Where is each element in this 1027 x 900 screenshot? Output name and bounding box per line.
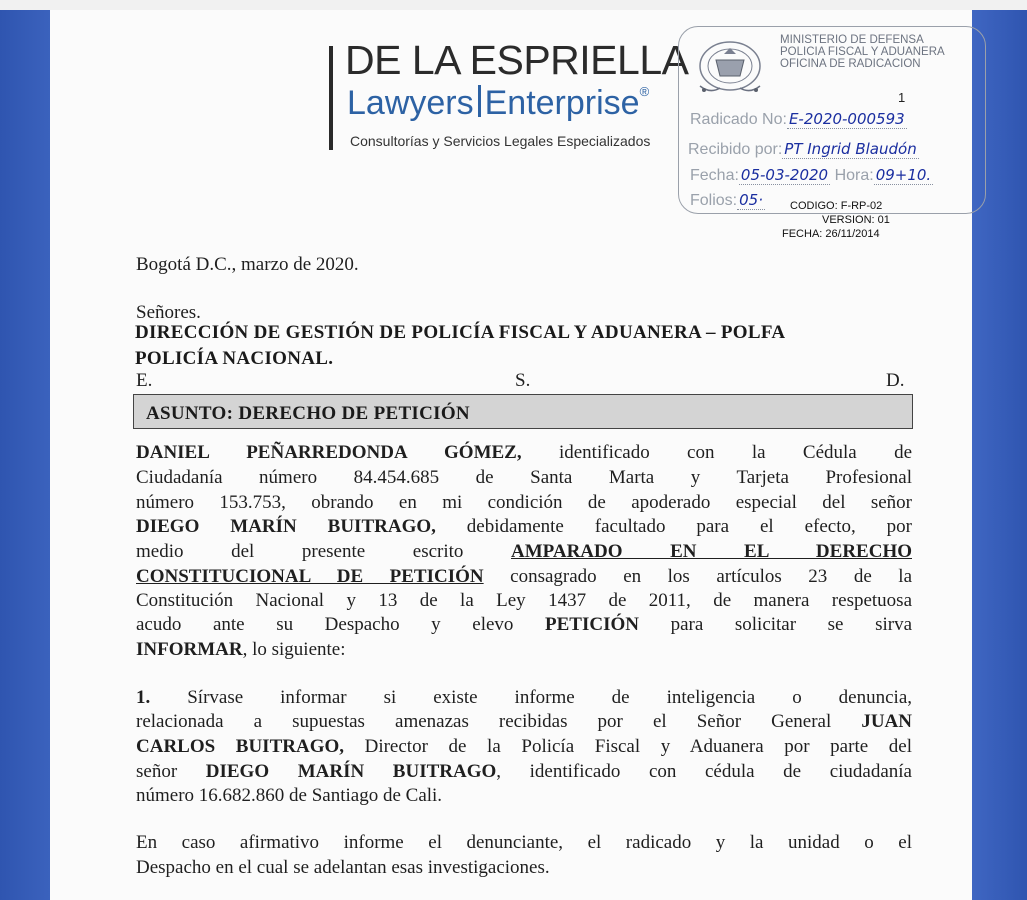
firm-name: DE LA ESPRIELLA: [345, 37, 689, 83]
stamp-org-line3: OFICINA DE RADICACION: [780, 58, 921, 70]
legal-basis-emphasis: AMPARADO EN EL DERECHO: [511, 541, 912, 562]
registered-mark: ®: [639, 84, 650, 99]
stamp-org-line1: MINISTERIO DE DEFENSA: [780, 34, 924, 46]
p2-line4: [136, 760, 912, 784]
p1-text: debidamente facultado para el efecto, por: [466, 516, 912, 537]
p2-line1: [136, 686, 912, 710]
place-date: Bogotá D.C., marzo de 2020.: [136, 254, 359, 275]
stamp-form-code: [782, 199, 890, 241]
legal-basis-emphasis: CONSTITUCIONAL DE PETICIÓN: [136, 566, 484, 587]
p1-line4: [136, 515, 912, 539]
stamp-fecha-hora: [690, 166, 933, 185]
firm-tagline: Consultorías y Servicios Legales Especializados: [350, 133, 651, 149]
p2-text: relacionada a supuestas amenazas recibidas por el Señor General: [136, 711, 832, 732]
logo-divider-bar: [329, 46, 333, 150]
stamp-number: 1: [898, 90, 906, 105]
item-number: 1.: [136, 687, 151, 708]
firm-subtitle: [347, 85, 649, 120]
p1-line1: [136, 441, 912, 465]
p1-line7: [136, 589, 912, 613]
firm-sub-right: Enterprise: [484, 84, 640, 122]
firm-sub-left: Lawyers: [347, 84, 474, 122]
salutation: Señores.: [136, 302, 201, 323]
subject-text: ASUNTO: DERECHO DE PETICIÓN: [146, 403, 470, 424]
stamp-version: VERSION: 01: [822, 214, 890, 226]
scan-top-edge: [0, 0, 1027, 10]
p1-text: Constitución Nacional y 13 de la Ley 1437 de 2011, de manera respetuosa: [136, 590, 912, 611]
stamp-radicado: [690, 110, 907, 129]
p1-text: número 153.753, obrando en mi condición de apoderado especial del señor: [136, 492, 912, 513]
p2-line2: [136, 710, 912, 734]
p1-line5: [136, 540, 912, 564]
hora-value: 09+10.: [875, 166, 932, 184]
stamp-recibido: [688, 140, 919, 159]
p1-line9: [136, 638, 346, 662]
p2-text: Sírvase informar si existe informe de inteligencia o denuncia,: [187, 687, 912, 708]
p1-word: presente: [301, 541, 366, 562]
subject-box: [133, 394, 913, 429]
scan-left-background: [0, 10, 50, 900]
petition-emphasis: PETICIÓN: [545, 614, 639, 635]
esd-e: E.: [136, 370, 153, 391]
principal-name: DIEGO MARÍN BUITRAGO: [205, 761, 497, 782]
p1-line3: [136, 491, 912, 515]
stamp-fecha-form: FECHA: 26/11/2014: [782, 228, 880, 240]
p3-line1: [136, 831, 912, 855]
radicado-value: E-2020-000593: [788, 110, 905, 128]
recibido-label: Recibido por:: [688, 141, 783, 158]
p1-text: consagrado en los artículos 23 de la: [510, 566, 912, 587]
recibido-value: PT Ingrid Blaudón: [784, 140, 917, 158]
addressee-line2: POLICÍA NACIONAL.: [135, 348, 334, 369]
fecha-label: Fecha:: [690, 167, 739, 184]
p1-text: acudo ante su Despacho y elevo: [136, 614, 514, 635]
p2-line5: [136, 784, 442, 808]
stamp-folios: [690, 191, 765, 210]
p1-line2: [136, 466, 912, 490]
firm-sub-separator: [478, 85, 481, 117]
p2-text: número 16.682.860 de Santiago de Cali.: [136, 785, 443, 806]
p2-line3: [136, 735, 912, 759]
p3-text: En caso afirmativo informe el denunciante, el radicado y la unidad o el: [136, 832, 912, 853]
esd-d: D.: [886, 370, 905, 391]
esd-s: S.: [515, 370, 531, 391]
p1-word: escrito: [412, 541, 464, 562]
hora-label: Hora:: [834, 167, 874, 184]
p1-line8: [136, 613, 912, 637]
folios-label: Folios:: [690, 192, 738, 209]
p1-text: para solicitar se sirva: [670, 614, 912, 635]
folios-value: 05·: [739, 191, 763, 209]
stamp-org-line2: POLICIA FISCAL Y ADUANERA: [780, 46, 945, 58]
p2-text: Director de la Policía Fiscal y Aduanera por parte del: [364, 736, 912, 757]
general-name: CARLOS BUITRAGO,: [136, 736, 344, 757]
p3-text: Despacho en el cual se adelantan esas investigaciones.: [136, 857, 550, 878]
p2-text: señor: [136, 761, 178, 782]
general-name: JUAN: [861, 711, 912, 732]
principal-name: DIEGO MARÍN BUITRAGO,: [136, 516, 436, 537]
stamp-organization: [780, 34, 945, 70]
informar-emphasis: INFORMAR: [136, 639, 243, 660]
police-seal-icon: [690, 36, 770, 100]
p3-line2: [136, 856, 550, 880]
p1-text: identificado con la Cédula de: [558, 442, 912, 463]
addressee-line1: DIRECCIÓN DE GESTIÓN DE POLICÍA FISCAL Y ADUANERA – POLFA: [135, 322, 786, 343]
radicado-label: Radicado No:: [690, 111, 787, 128]
p1-word: del: [231, 541, 255, 562]
client-lawyer-name: DANIEL PEÑARREDONDA GÓMEZ,: [136, 442, 522, 463]
fecha-value: 05-03-2020: [740, 166, 829, 184]
p1-word: medio: [136, 541, 184, 562]
p1-text: , lo siguiente:: [242, 639, 346, 660]
p2-text: , identificado con cédula de ciudadanía: [496, 761, 912, 782]
p1-text: Ciudadanía número 84.454.685 de Santa Marta y Tarjeta Profesional: [136, 467, 912, 488]
p1-line6: [136, 565, 912, 589]
stamp-codigo: CODIGO: F-RP-02: [790, 200, 883, 212]
